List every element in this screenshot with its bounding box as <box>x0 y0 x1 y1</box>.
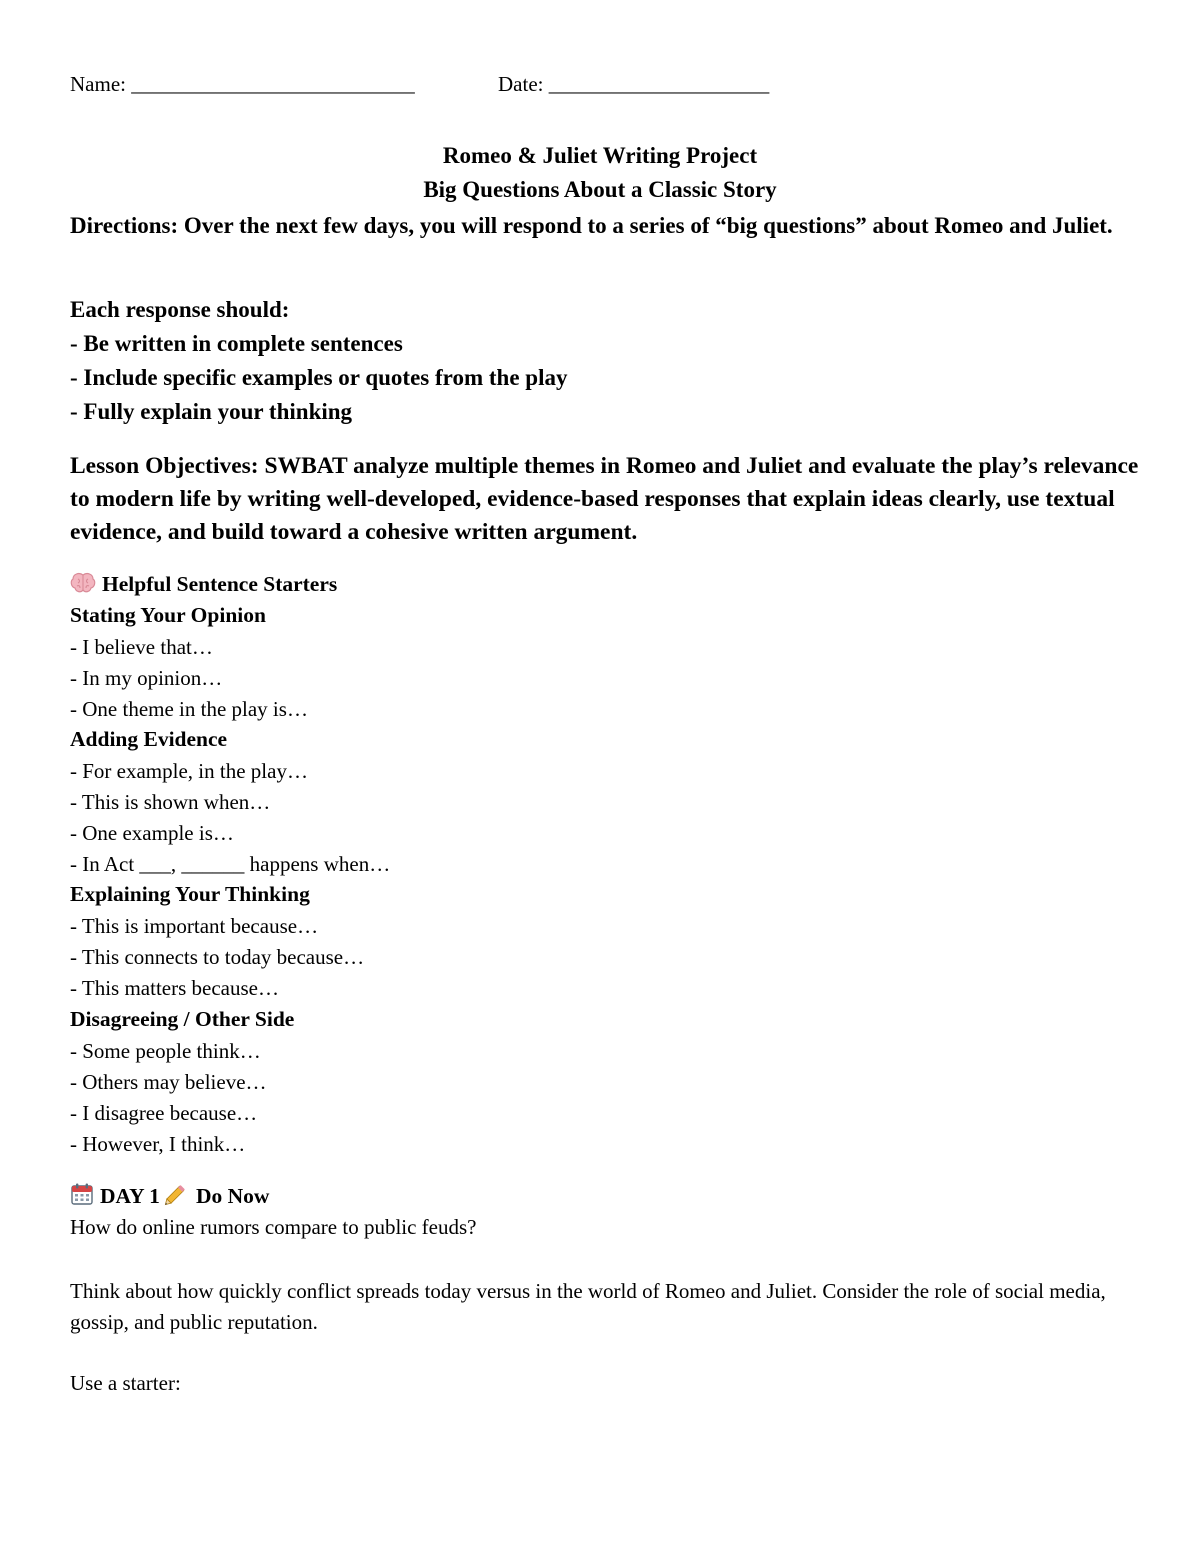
starter-item: - This is shown when… <box>70 790 271 814</box>
starter-item: - In Act ___, ______ happens when… <box>70 852 391 876</box>
document-title: Romeo & Juliet Writing Project <box>442 143 758 168</box>
starter-item: - One example is… <box>70 821 234 845</box>
starter-group-title: Disagreeing / Other Side <box>70 1007 295 1031</box>
directions-text: Directions: Over the next few days, you will respond to a series of “big questions” about Romeo and Juliet. <box>70 213 1113 238</box>
starter-item: - I disagree because… <box>70 1101 258 1125</box>
sentence-starters-heading <box>70 572 337 600</box>
lesson-objectives: Lesson Objectives: SWBAT analyze multiple themes in Romeo and Juliet and evaluate the play’s relevance to modern life by writing well-developed, evidence-based responses that explain ideas clearly, use textual evidence, and build toward a cohesive written argument. <box>70 453 1139 545</box>
date-field-label: Date: _____________________ <box>498 72 770 96</box>
starter-group-title: Explaining Your Thinking <box>70 882 310 906</box>
starter-item: - However, I think… <box>70 1132 246 1156</box>
starter-item: - I believe that… <box>70 635 213 659</box>
starter-group-title: Stating Your Opinion <box>70 603 266 627</box>
do-now-label: Do Now <box>195 1184 270 1208</box>
starter-item: - This connects to today because… <box>70 945 365 969</box>
pencil-icon <box>162 1182 190 1212</box>
name-field-label: Name: ___________________________ <box>70 72 415 96</box>
document-subtitle: Big Questions About a Classic Story <box>423 177 777 202</box>
brain-icon <box>70 572 96 600</box>
requirement-item: - Fully explain your thinking <box>70 399 353 424</box>
starter-item: - This is important because… <box>70 914 319 938</box>
starter-group-title: Adding Evidence <box>70 727 228 751</box>
starter-item: - In my opinion… <box>70 666 223 690</box>
starter-item: - One theme in the play is… <box>70 697 308 721</box>
starter-item: - This matters because… <box>70 976 279 1000</box>
sentence-starters-heading-text: Helpful Sentence Starters <box>102 572 338 596</box>
starter-item: - Others may believe… <box>70 1070 267 1094</box>
day1-question: How do online rumors compare to public feuds? <box>70 1215 477 1239</box>
day1-prompt: Think about how quickly conflict spreads today versus in the world of Romeo and Juliet. Consider the role of social media, gossip, and public reputation. <box>70 1279 1106 1334</box>
use-starter-label: Use a starter: <box>70 1371 181 1395</box>
calendar-icon <box>70 1182 94 1212</box>
day1-heading <box>70 1182 269 1212</box>
requirement-item: - Be written in complete sentences <box>70 331 403 356</box>
day1-label: DAY 1 <box>100 1184 160 1208</box>
requirement-item: - Include specific examples or quotes from the play <box>70 365 568 390</box>
starter-item: - Some people think… <box>70 1039 261 1063</box>
starter-item: - For example, in the play… <box>70 759 308 783</box>
requirements-heading: Each response should: <box>70 297 290 322</box>
